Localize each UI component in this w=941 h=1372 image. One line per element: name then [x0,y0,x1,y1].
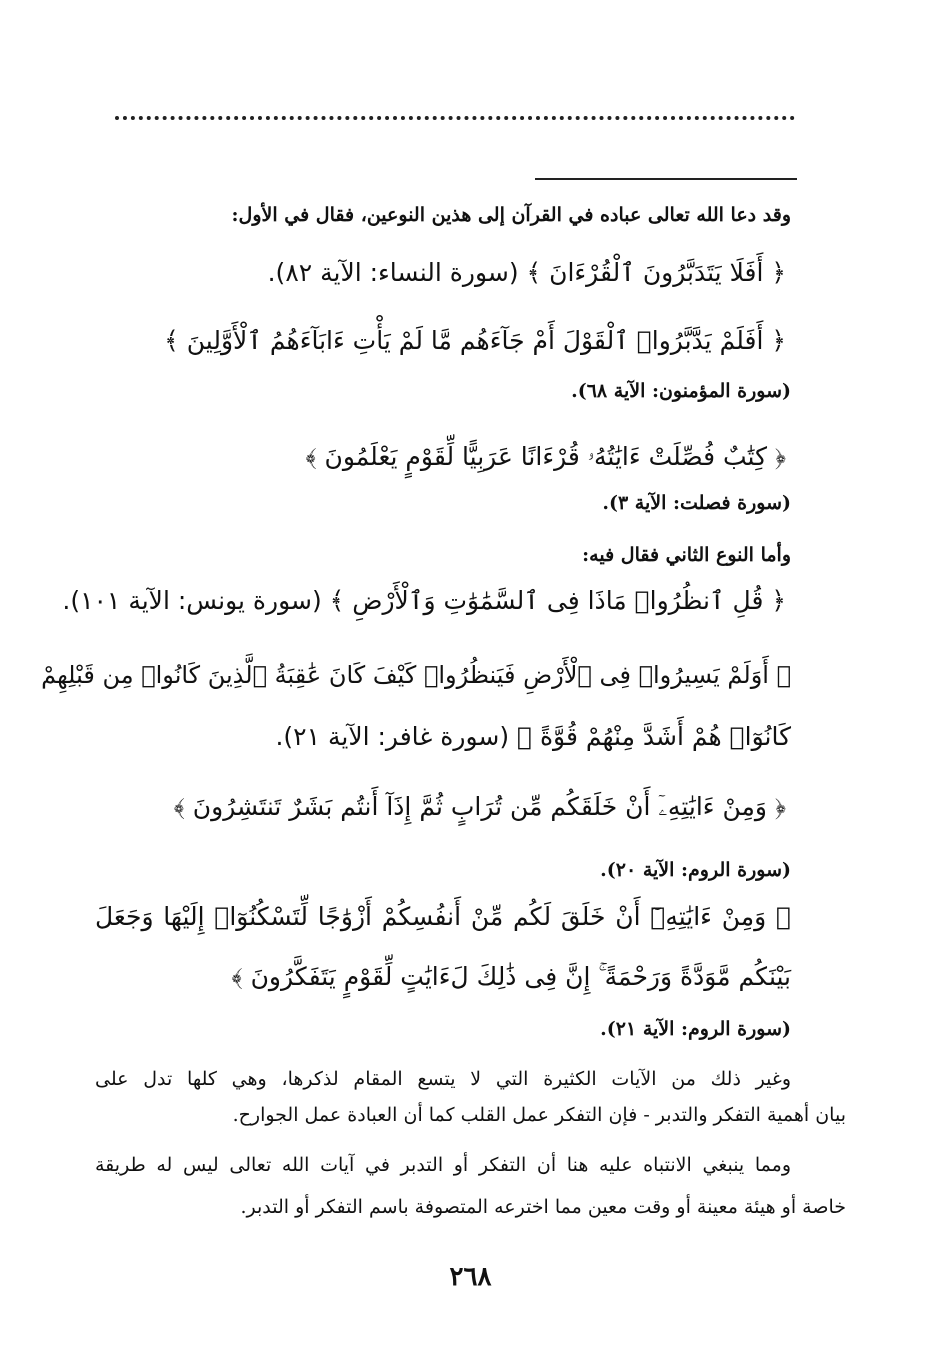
page-number: ٢٦٨ [449,1262,492,1292]
paragraph-1-line-2: بيان أهمية التفكر والتدبر - فإن التفكر عمل القلب كما أن العبادة عمل الجوارح. [232,1104,846,1126]
paragraph-2-line-2: خاصة أو هيئة معينة أو وقت معين مما اخترعه المتصوفة باسم التفكر أو التدبر. [240,1196,846,1218]
footnote-rule [535,178,797,180]
verse-6: ﴿ وَمِنْ ءَايَٰتِهِۦٓ أَنْ خَلَقَكُم مِّن تُرَابٍ ثُمَّ إِذَآ أَنتُم بَشَرٌ تَنتَشِرُونَ ﴾ [173,792,786,821]
verse-3: ﴿ كِتَٰبٌ فُصِّلَتْ ءَايَٰتُهُۥ قُرْءَانًا عَرَبِيًّا لِّقَوْمٍ يَعْلَمُونَ ﴾ [305,442,786,471]
paragraph-2-line-1: ومما ينبغي الانتباه عليه هنا أن التفكر أو التدبر في آيات الله تعالى ليس له طريقة [95,1154,791,1176]
verse-7-line-1: ﴿ وَمِنْ ءَايَٰتِهِۦٓ أَنْ خَلَقَ لَكُم مِّنْ أَنفُسِكُمْ أَزْوَٰجًا لِّتَسْكُنُوٓا۟ إِلَيْهَا وَجَعَلَ [95,902,791,931]
verse-7-line-2: بَيْنَكُم مَّوَدَّةً وَرَحْمَةً ۚ إِنَّ فِى ذَٰلِكَ لَءَايَٰتٍ لِّقَوْمٍ يَتَفَكَّرُونَ ﴾ [231,962,791,991]
verse-4: ﴿ قُلِ ٱنظُرُوا۟ مَاذَا فِى ٱلسَّمَٰوَٰتِ وَٱلْأَرْضِ ﴾ (سورة يونس: الآية ١٠١). [62,586,786,615]
second-type-line: وأما النوع الثاني فقال فيه: [582,544,791,566]
paragraph-1-line-1: وغير ذلك من الآيات الكثيرة التي لا يتسع المقام لذكرها، وهي كلها تدل على [95,1068,791,1090]
verse-1: ﴿ أَفَلَا يَتَدَبَّرُونَ ٱلْقُرْءَانَ ﴾ (سورة النساء: الآية ٨٢). [267,258,786,287]
verse-5-line-1: ﴿ أَوَلَمْ يَسِيرُوا۟ فِى ٱلْأَرْضِ فَيَنظُرُوا۟ كَيْفَ كَانَ عَٰقِبَةُ ٱلَّذِينَ كَانُوا۟ مِن قَبْلِهِمْ [41,661,791,689]
reference-7: (سورة الروم: الآية ٢١). [600,1018,791,1040]
intro-line: وقد دعا الله تعالى عباده في القرآن إلى هذين النوعين، فقال في الأول: [231,204,791,226]
reference-2: (سورة المؤمنون: الآية ٦٨). [571,380,791,402]
verse-5-line-2: كَانُوٓا۟ هُمْ أَشَدَّ مِنْهُمْ قُوَّةً ﴾ (سورة غافر: الآية ٢١). [275,722,791,751]
reference-6: (سورة الروم: الآية ٢٠). [600,859,791,881]
reference-3: (سورة فصلت: الآية ٣). [602,492,791,514]
verse-2: ﴿ أَفَلَمْ يَدَّبَّرُوا۟ ٱلْقَوْلَ أَمْ جَآءَهُم مَّا لَمْ يَأْتِ ءَابَآءَهُمُ ٱلْأَوَّلِينَ ﴾ [164,326,786,355]
dotted-separator [115,116,795,132]
